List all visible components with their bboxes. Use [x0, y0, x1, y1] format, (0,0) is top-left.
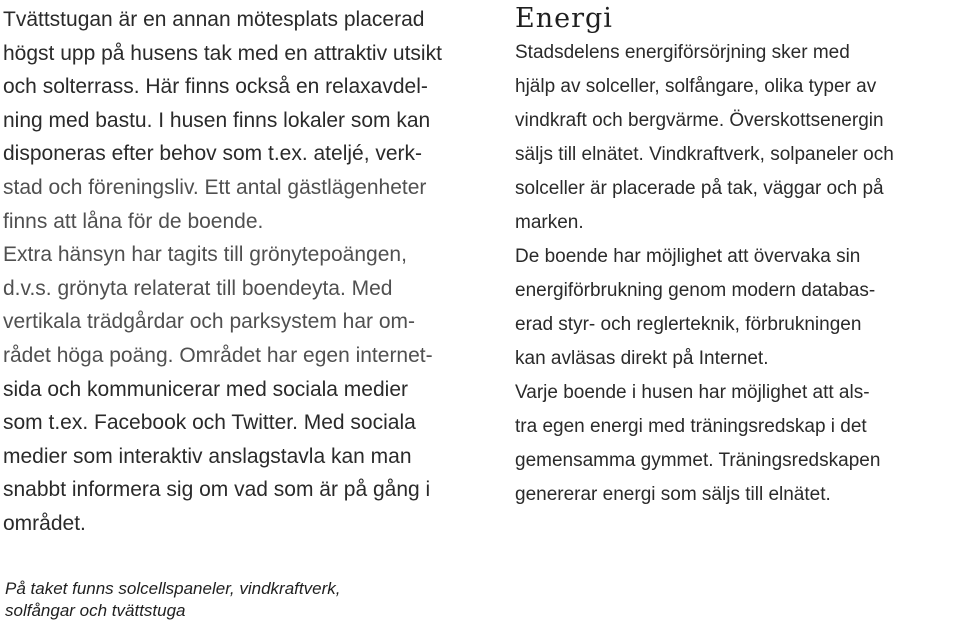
left-text-line: vertikala trädgårdar och parksystem har om-	[3, 310, 415, 334]
left-text-line: medier som interaktiv anslagstavla kan man	[3, 444, 412, 468]
right-text-line: solceller är placerade på tak, väggar och på	[515, 178, 884, 199]
right-text-line: säljs till elnätet. Vindkraftverk, solpaneler och	[515, 144, 894, 165]
right-text-line: hjälp av solceller, solfångare, olika typer av	[515, 76, 877, 97]
left-text-line: Tvättstugan är en annan mötesplats placerad	[3, 8, 425, 31]
right-text-line: erad styr- och reglerteknik, förbrukningen	[515, 314, 862, 335]
left-text-line: området.	[3, 511, 86, 535]
right-text-line: De boende har möjlighet att övervaka sin	[515, 246, 861, 267]
right-text-line: Stadsdelens energiförsörjning sker med	[515, 42, 850, 63]
left-text-line: snabbt informera sig om vad som är på gång i	[3, 478, 431, 502]
right-text-line: genererar energi som säljs till elnätet.	[515, 484, 831, 505]
left-text-line: sida och kommunicerar med sociala medier	[3, 377, 408, 401]
left-text-line: stad och föreningsliv. Ett antal gästlägenheter	[3, 175, 427, 199]
left-text-line: högst upp på husens tak med en attraktiv utsikt	[3, 41, 442, 65]
left-text-line: rådet höga poäng. Området har egen internet-	[3, 343, 433, 367]
right-text-line: vindkraft och bergvärme. Överskottsenergin	[515, 110, 884, 131]
image-caption	[5, 578, 605, 622]
section-heading: Energi	[515, 3, 613, 34]
caption-line: På taket funns solcellspaneler, vindkraftverk,	[5, 579, 341, 598]
left-text-line: finns att låna för de boende.	[3, 209, 264, 233]
left-text-line: Extra hänsyn har tagits till grönytepoängen,	[3, 243, 407, 267]
right-text-line: gemensamma gymmet. Träningsredskapen	[515, 450, 881, 471]
right-text-column	[515, 2, 955, 512]
caption-line: solfångar och tvättstuga	[5, 601, 186, 620]
left-text-line: disponeras efter behov som t.ex. ateljé, verk-	[3, 142, 423, 166]
left-text-column	[3, 3, 503, 541]
left-text-line: och solterrass. Här finns också en relaxavdel-	[3, 75, 428, 99]
left-text-line: som t.ex. Facebook och Twitter. Med sociala	[3, 411, 416, 435]
right-text-line: marken.	[515, 212, 584, 233]
left-text-line: d.v.s. grönyta relaterat till boendeyta. Med	[3, 276, 393, 300]
right-text-line: tra egen energi med träningsredskap i det	[515, 416, 867, 437]
right-text-line: kan avläsas direkt på Internet.	[515, 348, 769, 369]
left-text-line: ning med bastu. I husen finns lokaler som kan	[3, 108, 431, 132]
right-text-line: energiförbrukning genom modern databas-	[515, 280, 876, 301]
right-text-line: Varje boende i husen har möjlighet att als-	[515, 382, 870, 403]
